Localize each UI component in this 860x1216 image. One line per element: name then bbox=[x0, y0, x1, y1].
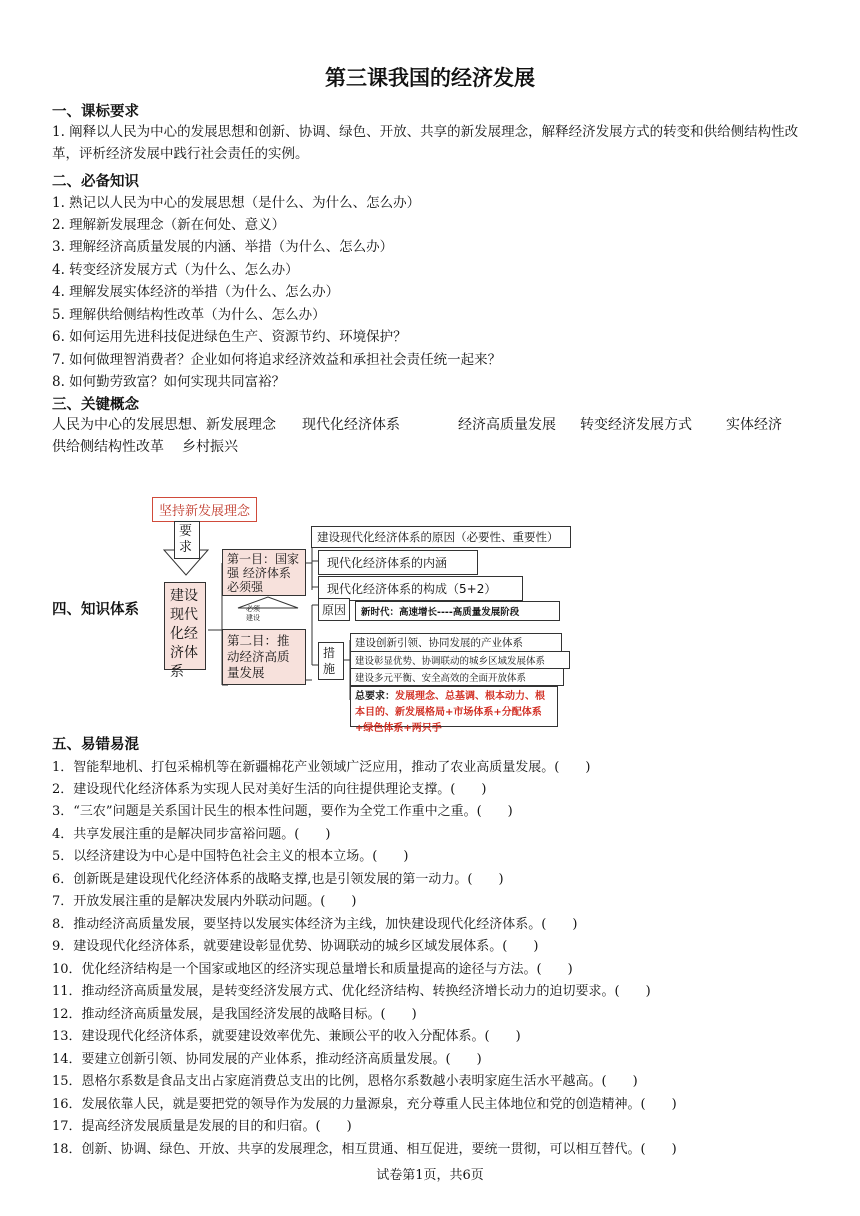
concept-list bbox=[52, 414, 812, 458]
question-item: 7．开放发展注重的是解决发展内外联动问题。( ) bbox=[52, 894, 357, 909]
question-item: 16．发展依靠人民，就是要把党的领导作为发展的力量源泉，充分尊重人民主体地位和党的创造精神。( ) bbox=[52, 1097, 677, 1112]
list-item: 5. 理解供给侧结构性改革（为什么、怎么办） bbox=[52, 307, 326, 323]
concept: 现代化经济体系 bbox=[302, 417, 400, 433]
question-item: 11．推动经济高质量发展，是转变经济发展方式、优化经济结构、转换经济增长动力的迫切要求。( ) bbox=[52, 984, 651, 999]
diagram-connotation-row: 现代化经济体系的内涵 bbox=[318, 550, 478, 575]
question-item: 10．优化经济结构是一个国家或地区的经济实现总量增长和质量提高的途径与方法。( ) bbox=[52, 962, 573, 977]
diagram-reason-label: 原因 bbox=[318, 598, 350, 621]
list-item: 4. 理解发展实体经济的举措（为什么、怎么办） bbox=[52, 284, 340, 300]
diagram-reason-row: 建设现代化经济体系的原因（必要性、重要性） bbox=[311, 526, 571, 548]
question-item: 15．恩格尔系数是食品支出占家庭消费总支出的比例，恩格尔系数越小表明家庭生活水平越高。( ) bbox=[52, 1074, 638, 1089]
concept: 转变经济发展方式 bbox=[580, 417, 692, 433]
diagram-build-box: 建设现代化经济体系 bbox=[164, 582, 206, 670]
question-item: 8．推动经济高质量发展，要坚持以发展实体经济为主线，加快建设现代化经济体系。( ) bbox=[52, 917, 578, 932]
list-item: 2. 理解新发展理念（新在何处、意义） bbox=[52, 217, 286, 233]
concept: 人民为中心的发展思想、新发展理念 bbox=[52, 417, 276, 433]
section-heading: 三、关键概念 bbox=[52, 397, 139, 413]
list-item: 1. 熟记以人民为中心的发展思想（是什么、为什么、怎么办） bbox=[52, 195, 421, 211]
diagram-requirement-box: 要求 bbox=[174, 521, 200, 559]
list-item: 4. 转变经济发展方式（为什么、怎么办） bbox=[52, 262, 299, 278]
page-title: 第三课我国的经济发展 bbox=[325, 66, 535, 90]
diagram-summary-box bbox=[350, 686, 558, 734]
question-item: 6．创新既是建设现代化经济体系的战略支撑,也是引领发展的第一动力。( ) bbox=[52, 872, 504, 887]
list-item: 6. 如何运用先进科技促进绿色生产、资源节约、环境保护？ bbox=[52, 329, 407, 345]
diagram-top-box: 坚持新发展理念 bbox=[152, 497, 257, 522]
question-item: 13．建设现代化经济体系，就要建设效率优先、兼顾公平的收入分配体系。( ) bbox=[52, 1029, 521, 1044]
question-item: 3．“三农”问题是关系国计民生的根本性问题，要作为全党工作重中之重。( ) bbox=[52, 804, 513, 819]
question-item: 2．建设现代化经济体系为实现人民对美好生活的向往提供理论支撑。( ) bbox=[52, 782, 487, 797]
diagram-measure-label: 措施 bbox=[318, 642, 344, 680]
question-item: 5．以经济建设为中心是中国特色社会主义的根本立场。( ) bbox=[52, 849, 409, 864]
section-heading: 五、易错易混 bbox=[52, 737, 139, 753]
section-heading: 四、知识体系 bbox=[52, 602, 139, 618]
list-item: 7. 如何做理智消费者？企业如何将追求经济效益和承担社会责任统一起来？ bbox=[52, 352, 502, 368]
list-item: 8. 如何勤劳致富？如何实现共同富裕？ bbox=[52, 374, 286, 390]
diagram-measure-item: 建设创新引领、协同发展的产业体系 bbox=[350, 633, 562, 652]
section-text: 1. 阐释以人民为中心的发展思想和创新、协调、绿色、开放、共享的新发展理念，解释经济发展方式的转变和供给侧结构性改革，评析经济发展中践行社会责任的实例。 bbox=[52, 124, 799, 162]
diagram-composition-row: 现代化经济体系的构成（5+2） bbox=[318, 576, 523, 601]
page-footer: 试卷第1页，共6页 bbox=[376, 1168, 484, 1183]
concept: 实体经济 bbox=[726, 417, 782, 433]
diagram-measure-item: 建设彰显优势、协调联动的城乡区域发展体系 bbox=[350, 651, 570, 669]
diagram-target2-box: 第二目：推动经济高质量发展 bbox=[222, 629, 306, 685]
diagram-measure-item: 建设多元平衡、安全高效的全面开放体系 bbox=[350, 668, 564, 686]
diagram-target1-box: 第一目：国家强 经济体系必须强 bbox=[222, 549, 306, 596]
question-item: 17．提高经济发展质量是发展的目的和归宿。( ) bbox=[52, 1119, 352, 1134]
diagram-summary-label: 总要求： bbox=[355, 691, 395, 702]
diagram-reason-text: 新时代：高速增长----高质量发展阶段 bbox=[355, 601, 560, 621]
question-item: 9．建设现代化经济体系，就要建设彰显优势、协调联动的城乡区域发展体系。( ) bbox=[52, 939, 539, 954]
question-item: 4．共享发展注重的是解决同步富裕问题。( ) bbox=[52, 827, 331, 842]
section-heading: 二、必备知识 bbox=[52, 174, 139, 190]
question-item: 1．智能犁地机、打包采棉机等在新疆棉花产业领域广泛应用，推动了农业高质量发展。( ) bbox=[52, 760, 591, 775]
diagram-must-label: 必须建设 bbox=[246, 605, 260, 622]
section-heading: 一、课标要求 bbox=[52, 104, 139, 120]
concept: 供给侧结构性改革 bbox=[52, 439, 164, 455]
concept: 乡村振兴 bbox=[182, 439, 238, 455]
list-item: 3. 理解经济高质量发展的内涵、举措（为什么、怎么办） bbox=[52, 239, 394, 255]
concept: 经济高质量发展 bbox=[458, 417, 556, 433]
question-item: 18．创新、协调、绿色、开放、共享的发展理念，相互贯通、相互促进，要统一贯彻，可以相互替代。( ) bbox=[52, 1142, 677, 1157]
question-item: 14．要建立创新引领、协同发展的产业体系，推动经济高质量发展。( ) bbox=[52, 1052, 482, 1067]
diagram-summary-text: 发展理念、总基调、根本动力、根本目的、新发展格局+市场体系+分配体系+绿色体系+两只手 bbox=[355, 691, 545, 734]
question-item: 12．推动经济高质量发展，是我国经济发展的战略目标。( ) bbox=[52, 1007, 417, 1022]
